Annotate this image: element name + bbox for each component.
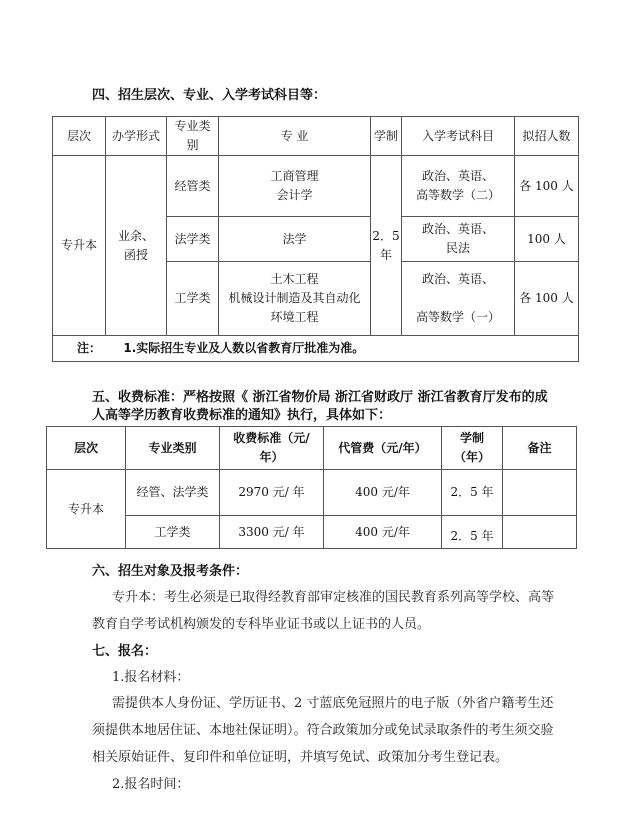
header-exam: 入学考试科目 bbox=[402, 117, 515, 156]
cell-majors: 土木工程 机械设计制造及其自动化 环境工程 bbox=[219, 262, 371, 336]
cell-duration: 2．5 年 bbox=[442, 516, 503, 549]
cell-category: 经管类 bbox=[167, 156, 219, 217]
table-row bbox=[47, 516, 577, 549]
cell-remark bbox=[503, 516, 577, 549]
materials-line-1: 需提供本人身份证、学历证书、2 寸蓝底免冠照片的电子版（外省户籍考生还 bbox=[112, 696, 554, 711]
cell-exam: 政治、英语、 高等数学（一） bbox=[402, 262, 515, 336]
header-level: 层次 bbox=[53, 117, 106, 156]
header-level: 层次 bbox=[47, 427, 126, 470]
table-header-row bbox=[53, 117, 579, 156]
note-text: 1.实际招生专业及人数以省教育厅批准为准。 bbox=[123, 341, 365, 355]
cell-duration: 2．5 年 bbox=[371, 156, 402, 336]
cell-quota: 各 100 人 bbox=[515, 262, 579, 336]
cell-duration: 2．5 年 bbox=[442, 470, 503, 516]
cell-exam: 政治、英语、 民法 bbox=[402, 217, 515, 262]
section-5-title-line2: 人高等学历教育收费标准的通知》执行，具体如下： bbox=[92, 408, 392, 423]
cell-category: 工学类 bbox=[167, 262, 219, 336]
header-major: 专 业 bbox=[219, 117, 371, 156]
header-category: 专业类别 bbox=[126, 427, 220, 470]
cell-majors: 工商管理 会计学 bbox=[219, 156, 371, 217]
header-duration: 学制 bbox=[371, 117, 402, 156]
header-fee: 收费标准（元/ 年） bbox=[220, 427, 324, 470]
table-row bbox=[53, 156, 579, 217]
cell-quota: 各 100 人 bbox=[515, 156, 579, 217]
materials-line-2: 须提供本地居住证、本地社保证明）。符合政策加分或免试录取条件的考生须交验 bbox=[92, 723, 554, 738]
header-mgmt-fee: 代管费（元/年） bbox=[324, 427, 442, 470]
eligibility-line-1: 专升本：考生必须是已取得经教育部审定核准的国民教育系列高等学校、高等 bbox=[112, 590, 555, 605]
table-row bbox=[47, 470, 577, 516]
section-5-title-line1: 五、收费标准：严格按照《 浙江省物价局 浙江省财政厅 浙江省教育厅发布的成 bbox=[92, 390, 548, 405]
registration-item-2: 2.报名时间： bbox=[112, 777, 190, 792]
header-quota: 拟招人数 bbox=[515, 117, 579, 156]
section-7-title: 七、报名： bbox=[92, 644, 158, 659]
section-4-title: 四、招生层次、专业、入学考试科目等： bbox=[92, 88, 327, 103]
header-remark: 备注 bbox=[503, 427, 577, 470]
fee-table bbox=[46, 426, 577, 549]
cell-fee: 3300 元/ 年 bbox=[220, 516, 324, 549]
materials-line-3: 相关原始证件、复印件和单位证明，并填写免试、政策加分考生登记表。 bbox=[92, 750, 509, 765]
cell-exam: 政治、英语、 高等数学（二） bbox=[402, 156, 515, 217]
enrollment-table bbox=[52, 116, 579, 362]
cell-category: 工学类 bbox=[126, 516, 220, 549]
table-header-row bbox=[47, 427, 577, 470]
registration-item-1: 1.报名材料： bbox=[112, 670, 190, 685]
section-6-title: 六、招生对象及报考条件： bbox=[92, 564, 249, 579]
cell-mgmt-fee: 400 元/年 bbox=[324, 516, 442, 549]
cell-fee: 2970 元/ 年 bbox=[220, 470, 324, 516]
eligibility-line-2: 教育自学考试机构颁发的专科毕业证书或以上证书的人员。 bbox=[92, 617, 431, 632]
cell-level: 专升本 bbox=[53, 156, 106, 336]
cell-remark bbox=[503, 470, 577, 516]
cell-mgmt-fee: 400 元/年 bbox=[324, 470, 442, 516]
header-form: 办学形式 bbox=[106, 117, 167, 156]
note-row bbox=[53, 336, 579, 362]
cell-category: 经管、法学类 bbox=[126, 470, 220, 516]
note-label: 注： bbox=[77, 341, 102, 355]
cell-form: 业余、 函授 bbox=[106, 156, 167, 336]
cell-quota: 100 人 bbox=[515, 217, 579, 262]
cell-majors: 法学 bbox=[219, 217, 371, 262]
header-duration: 学制 （年） bbox=[442, 427, 503, 470]
header-category: 专业类 别 bbox=[167, 117, 219, 156]
cell-level: 专升本 bbox=[47, 470, 126, 549]
cell-category: 法学类 bbox=[167, 217, 219, 262]
